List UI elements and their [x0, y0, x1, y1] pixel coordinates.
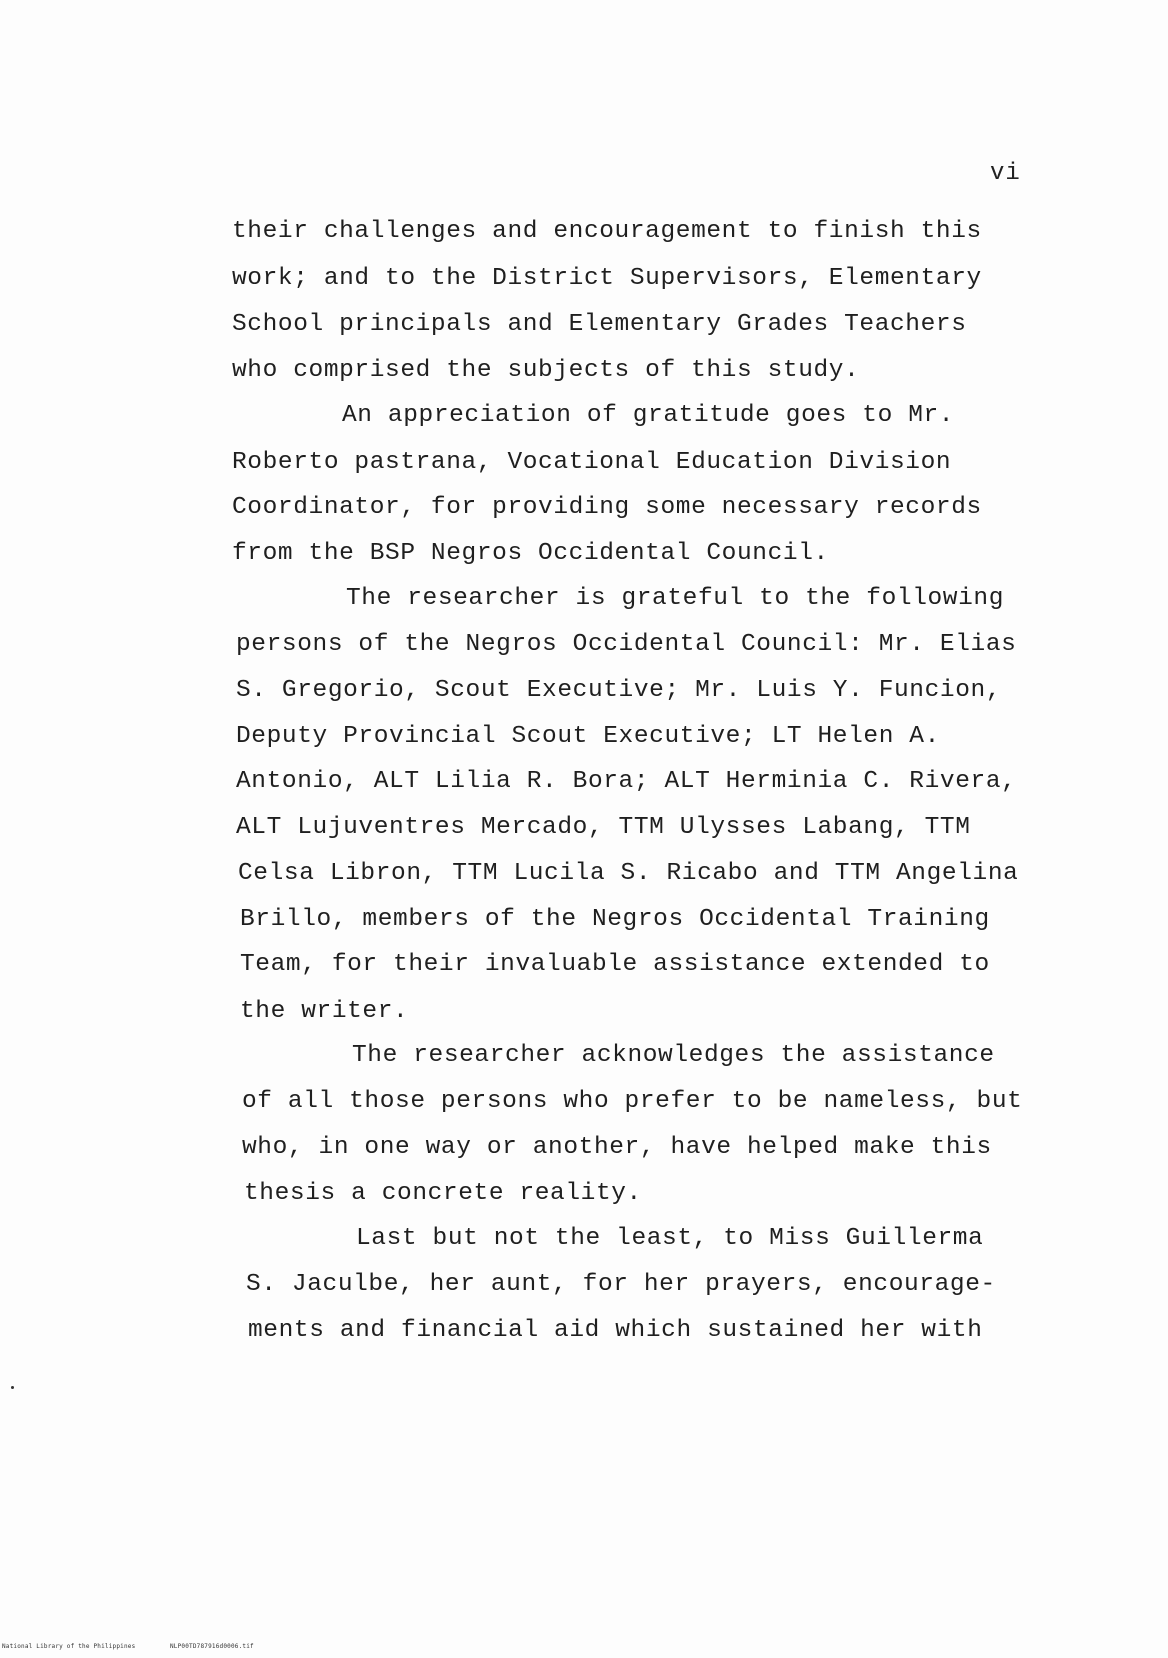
- paragraph-start-line: An appreciation of gratitude goes to Mr.: [342, 402, 955, 429]
- margin-mark: [11, 1386, 14, 1389]
- text-line: ments and financial aid which sustained her with: [248, 1317, 983, 1344]
- text-line: Antonio, ALT Lilia R. Bora; ALT Herminia C. Rivera,: [236, 768, 1017, 795]
- text-line: Coordinator, for providing some necessary records: [232, 494, 982, 521]
- text-line: Brillo, members of the Negros Occidental Training: [240, 906, 990, 933]
- text-line: from the BSP Negros Occidental Council.: [232, 540, 829, 567]
- footer-library-name: National Library of the Philippines: [2, 1643, 136, 1650]
- footer-file-id: NLP00TD787916d0006.tif: [170, 1643, 254, 1650]
- paragraph-start-line: The researcher acknowledges the assistance: [352, 1042, 995, 1069]
- text-line: who, in one way or another, have helped make this: [242, 1134, 992, 1161]
- text-line: of all those persons who prefer to be nameless, but: [242, 1088, 1023, 1115]
- text-line: who comprised the subjects of this study.: [232, 357, 860, 384]
- text-line: Roberto pastrana, Vocational Education Division: [232, 449, 952, 476]
- text-line: Team, for their invaluable assistance extended to: [240, 951, 990, 978]
- paragraph-start-line: The researcher is grateful to the following: [346, 585, 1005, 612]
- text-line: the writer.: [240, 998, 409, 1025]
- page-number: vi: [990, 160, 1021, 187]
- text-line: work; and to the District Supervisors, Elementary: [232, 265, 982, 292]
- text-line: Deputy Provincial Scout Executive; LT Helen A.: [236, 723, 940, 750]
- text-line: School principals and Elementary Grades Teachers: [232, 311, 967, 338]
- text-line: thesis a concrete reality.: [244, 1180, 642, 1207]
- text-line: S. Jaculbe, her aunt, for her prayers, encourage-: [246, 1271, 996, 1298]
- text-line: their challenges and encouragement to finish this: [232, 218, 982, 245]
- text-line: ALT Lujuventres Mercado, TTM Ulysses Labang, TTM: [236, 814, 971, 841]
- text-line: Celsa Libron, TTM Lucila S. Ricabo and TTM Angelina: [238, 860, 1019, 887]
- paragraph-start-line: Last but not the least, to Miss Guillerma: [356, 1225, 984, 1252]
- text-line: S. Gregorio, Scout Executive; Mr. Luis Y. Funcion,: [236, 677, 1002, 704]
- text-line: persons of the Negros Occidental Council: Mr. Elias: [236, 631, 1017, 658]
